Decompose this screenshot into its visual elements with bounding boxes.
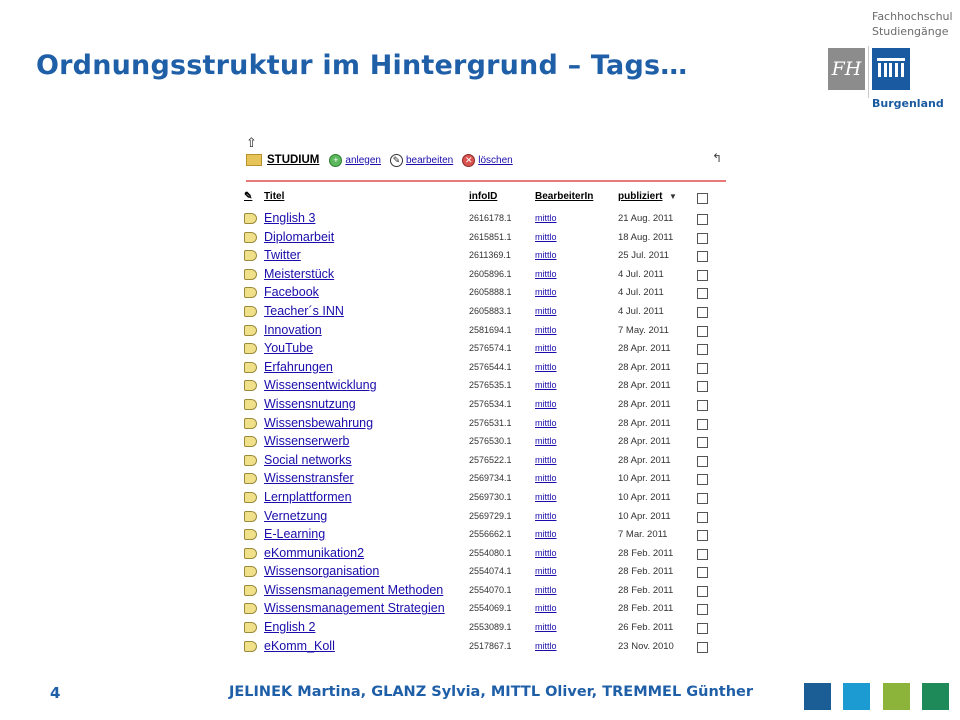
info-id: 2576544.1: [469, 361, 512, 372]
info-id: 2576522.1: [469, 454, 512, 465]
tag-icon: [244, 529, 257, 540]
published-date: 28 Feb. 2011: [618, 566, 674, 578]
row-checkbox[interactable]: [697, 400, 708, 411]
tag-title-link[interactable]: Wissensnutzung: [264, 396, 356, 411]
fh-burgenland-logo: [826, 0, 960, 120]
published-date: 28 Apr. 2011: [618, 361, 671, 373]
tag-title-link[interactable]: Innovation: [264, 322, 322, 337]
published-date: 21 Aug. 2011: [618, 213, 674, 224]
row-checkbox[interactable]: [697, 474, 708, 485]
row-checkbox[interactable]: [697, 326, 708, 337]
info-id: 2576535.1: [469, 380, 512, 391]
logo-emblem-icon: [872, 48, 910, 90]
editor-link[interactable]: mittlo: [535, 603, 557, 614]
up-arrow-icon[interactable]: ⇧: [246, 135, 257, 150]
tag-title-link[interactable]: English 3: [264, 211, 316, 225]
editor-link[interactable]: mittlo: [535, 213, 557, 223]
editor-link[interactable]: mittlo: [535, 287, 557, 298]
tag-title-link[interactable]: eKomm_Koll: [264, 638, 335, 653]
table-header: [244, 191, 730, 205]
published-date: 4 Jul. 2011: [618, 287, 664, 299]
info-id: 2569729.1: [469, 510, 512, 521]
table-row: [244, 432, 730, 451]
table-row: [244, 637, 730, 656]
tag-title-link[interactable]: Wissenserwerb: [264, 434, 350, 449]
table-row: [244, 302, 730, 321]
info-id: 2576534.1: [469, 398, 512, 409]
row-checkbox[interactable]: [697, 604, 708, 615]
published-date: 23 Nov. 2010: [618, 640, 674, 652]
table-row: [244, 544, 730, 563]
published-date: 10 Apr. 2011: [618, 510, 671, 522]
col-published[interactable]: publiziert: [618, 191, 663, 202]
tag-icon: [244, 380, 257, 391]
published-date: 18 Aug. 2011: [618, 231, 674, 243]
tag-title-link[interactable]: Diplomarbeit: [264, 229, 335, 244]
divider: [246, 180, 726, 182]
table-row: [244, 414, 730, 433]
table-row: [244, 618, 730, 637]
editor-link[interactable]: mittlo: [535, 473, 557, 484]
tag-list: [244, 209, 730, 655]
editor-link[interactable]: mittlo: [535, 584, 557, 595]
table-row: [244, 209, 730, 228]
slide-title: Ordnungsstruktur im Hintergrund – Tags…: [36, 50, 688, 81]
table-row: [244, 265, 730, 284]
table-row: [244, 562, 730, 581]
published-date: 7 May. 2011: [618, 324, 669, 336]
table-row: [244, 246, 730, 265]
info-id: 2576531.1: [469, 417, 512, 428]
info-id: 2554069.1: [469, 603, 512, 614]
row-checkbox[interactable]: [697, 381, 708, 392]
editor-link[interactable]: mittlo: [535, 250, 557, 261]
tag-title-link[interactable]: Vernetzung: [264, 508, 328, 523]
table-row: [244, 339, 730, 358]
row-checkbox[interactable]: [697, 307, 708, 318]
add-link[interactable]: anlegen: [345, 154, 381, 166]
footer-square-1: [804, 683, 831, 710]
row-checkbox[interactable]: [697, 363, 708, 374]
tag-icon: [244, 418, 257, 429]
tag-title-link[interactable]: Wissensorganisation: [264, 564, 380, 579]
logo-region: Burgenland: [872, 97, 944, 110]
tag-title-link[interactable]: Wissensmanagement Strategien: [264, 601, 445, 616]
published-date: 7 Mar. 2011: [618, 529, 668, 541]
folder-toolbar: [246, 151, 522, 169]
tag-icon: [244, 306, 257, 317]
tag-icon: [244, 585, 257, 596]
row-checkbox[interactable]: [697, 493, 708, 504]
info-id: 2611369.1: [469, 250, 511, 261]
info-id: 2556662.1: [469, 529, 512, 540]
info-id: 2605888.1: [469, 287, 512, 298]
col-editor[interactable]: BearbeiterIn: [535, 191, 594, 202]
tag-icon: [244, 269, 257, 280]
editor-link[interactable]: mittlo: [535, 454, 557, 465]
row-checkbox[interactable]: [697, 288, 708, 299]
info-id: 2615851.1: [469, 231, 512, 242]
tag-title-link[interactable]: Wissenstransfer: [264, 471, 354, 486]
editor-link[interactable]: mittlo: [535, 566, 557, 577]
tag-title-link[interactable]: Teacher´s INN: [264, 303, 344, 318]
tag-icon: [244, 455, 257, 466]
info-id: 2553089.1: [469, 622, 512, 633]
tag-icon: [244, 492, 257, 503]
published-date: 4 Jul. 2011: [618, 268, 664, 280]
editor-link[interactable]: mittlo: [535, 640, 557, 651]
tag-title-link[interactable]: Lernplattformen: [264, 489, 352, 504]
table-row: [244, 488, 730, 507]
tag-icon: [244, 399, 257, 410]
tag-header-icon: ✎: [244, 191, 253, 202]
editor-link[interactable]: mittlo: [535, 343, 557, 354]
info-id: 2605883.1: [469, 305, 512, 316]
editor-link[interactable]: mittlo: [535, 417, 557, 428]
tag-title-link[interactable]: YouTube: [264, 341, 314, 356]
tag-title-link[interactable]: Erfahrungen: [264, 359, 333, 374]
table-row: [244, 321, 730, 340]
tag-title-link[interactable]: E-Learning: [264, 527, 326, 542]
tag-icon: [244, 232, 257, 243]
editor-link[interactable]: mittlo: [535, 398, 557, 409]
footer-square-4: [922, 683, 949, 710]
footer-square-3: [883, 683, 910, 710]
col-title[interactable]: Titel: [264, 191, 285, 202]
info-id: 2554080.1: [469, 547, 512, 558]
editor-link[interactable]: mittlo: [535, 491, 557, 502]
editor-link[interactable]: mittlo: [535, 361, 557, 372]
editor-link[interactable]: mittlo: [535, 529, 557, 540]
published-date: 28 Apr. 2011: [618, 398, 671, 410]
add-icon[interactable]: +: [329, 154, 342, 167]
table-row: [244, 376, 730, 395]
info-id: 2554070.1: [469, 584, 512, 595]
table-row: [244, 507, 730, 526]
row-checkbox[interactable]: [697, 270, 708, 281]
info-id: 2576574.1: [469, 343, 512, 354]
row-checkbox[interactable]: [697, 567, 708, 578]
published-date: 28 Apr. 2011: [618, 454, 671, 466]
cms-screenshot: [240, 133, 730, 653]
published-date: 28 Feb. 2011: [618, 584, 674, 596]
tag-icon: [244, 287, 257, 298]
row-checkbox[interactable]: [697, 437, 708, 448]
tag-icon: [244, 325, 257, 336]
editor-link[interactable]: mittlo: [535, 510, 557, 521]
return-icon[interactable]: ↰: [712, 151, 723, 165]
info-id: 2576530.1: [469, 436, 512, 447]
table-row: [244, 451, 730, 470]
tag-title-link[interactable]: Facebook: [264, 285, 319, 300]
tag-title-link[interactable]: Social networks: [264, 452, 352, 467]
tag-icon: [244, 566, 257, 577]
tag-title-link[interactable]: Wissensentwicklung: [264, 378, 377, 393]
row-checkbox[interactable]: [697, 586, 708, 597]
tag-icon: [244, 511, 257, 522]
row-checkbox[interactable]: [697, 512, 708, 523]
table-row: [244, 395, 730, 414]
tag-title-link[interactable]: eKommunikation2: [264, 545, 365, 560]
published-date: 28 Apr. 2011: [618, 343, 671, 355]
tag-title-link[interactable]: Meisterstück: [264, 266, 335, 281]
info-id: 2605896.1: [469, 268, 512, 279]
published-date: 4 Jul. 2011: [618, 305, 664, 317]
row-checkbox[interactable]: [697, 419, 708, 430]
editor-link[interactable]: mittlo: [535, 380, 557, 391]
table-row: [244, 525, 730, 544]
tag-icon: [244, 250, 257, 261]
table-row: [244, 599, 730, 618]
published-date: 28 Feb. 2011: [618, 603, 674, 615]
row-checkbox[interactable]: [697, 233, 708, 244]
table-row: [244, 283, 730, 302]
tag-title-link[interactable]: Wissensbewahrung: [264, 415, 374, 430]
tag-title-link[interactable]: Twitter: [264, 248, 301, 263]
editor-link[interactable]: mittlo: [535, 324, 557, 335]
footer-authors: JELINEK Martina, GLANZ Sylvia, MITTL Oliver, TREMMEL Günther: [229, 684, 754, 700]
tag-icon: [244, 473, 257, 484]
info-id: 2569730.1: [469, 491, 512, 502]
editor-link[interactable]: mittlo: [535, 231, 557, 242]
table-row: [244, 228, 730, 247]
delete-icon[interactable]: ✕: [462, 154, 475, 167]
table-row: [244, 469, 730, 488]
published-date: 10 Apr. 2011: [618, 473, 671, 485]
published-date: 26 Feb. 2011: [618, 622, 674, 634]
select-all-checkbox[interactable]: [697, 193, 708, 204]
folder-name[interactable]: STUDIUM: [267, 154, 320, 166]
table-row: [244, 581, 730, 600]
editor-link[interactable]: mittlo: [535, 547, 557, 558]
col-infoid[interactable]: infoID: [469, 191, 498, 202]
info-id: 2554074.1: [469, 566, 512, 577]
published-date: 10 Apr. 2011: [618, 491, 671, 503]
row-checkbox[interactable]: [697, 623, 708, 634]
logo-top-text: Fachhochschul Studiengänge: [872, 10, 953, 38]
tag-icon: [244, 641, 257, 652]
tag-icon: [244, 436, 257, 447]
row-checkbox[interactable]: [697, 549, 708, 560]
published-date: 28 Apr. 2011: [618, 436, 671, 448]
info-id: 2517867.1: [469, 640, 512, 651]
page-number: 4: [50, 684, 61, 702]
table-row: [244, 358, 730, 377]
footer-square-2: [843, 683, 870, 710]
tag-icon: [244, 213, 257, 224]
delete-link[interactable]: löschen: [478, 154, 513, 166]
logo-fh-mark: FH: [828, 48, 865, 90]
edit-icon[interactable]: ✎: [390, 154, 403, 167]
tag-title-link[interactable]: English 2: [264, 620, 316, 635]
tag-icon: [244, 343, 257, 354]
editor-link[interactable]: mittlo: [535, 305, 557, 316]
published-date: 28 Apr. 2011: [618, 380, 671, 392]
row-checkbox[interactable]: [697, 642, 708, 653]
sort-desc-icon[interactable]: ▼: [669, 192, 677, 201]
info-id: 2581694.1: [469, 324, 512, 335]
editor-link[interactable]: mittlo: [535, 622, 557, 633]
tag-title-link[interactable]: Wissensmanagement Methoden: [264, 582, 444, 597]
tag-icon: [244, 622, 257, 633]
editor-link[interactable]: mittlo: [535, 268, 557, 279]
row-checkbox[interactable]: [697, 344, 708, 355]
row-checkbox[interactable]: [697, 214, 708, 225]
edit-link[interactable]: bearbeiten: [405, 154, 454, 166]
row-checkbox[interactable]: [697, 456, 708, 467]
tag-icon: [244, 603, 257, 614]
folder-icon: [246, 154, 262, 166]
row-checkbox[interactable]: [697, 251, 708, 262]
info-id: 2616178.1: [469, 213, 512, 223]
row-checkbox[interactable]: [697, 530, 708, 541]
published-date: 25 Jul. 2011: [618, 250, 670, 262]
tag-icon: [244, 362, 257, 373]
published-date: 28 Feb. 2011: [618, 547, 674, 559]
tag-icon: [244, 548, 257, 559]
logo-divider: [868, 46, 869, 98]
published-date: 28 Apr. 2011: [618, 417, 671, 429]
editor-link[interactable]: mittlo: [535, 436, 557, 447]
info-id: 2569734.1: [469, 473, 512, 484]
